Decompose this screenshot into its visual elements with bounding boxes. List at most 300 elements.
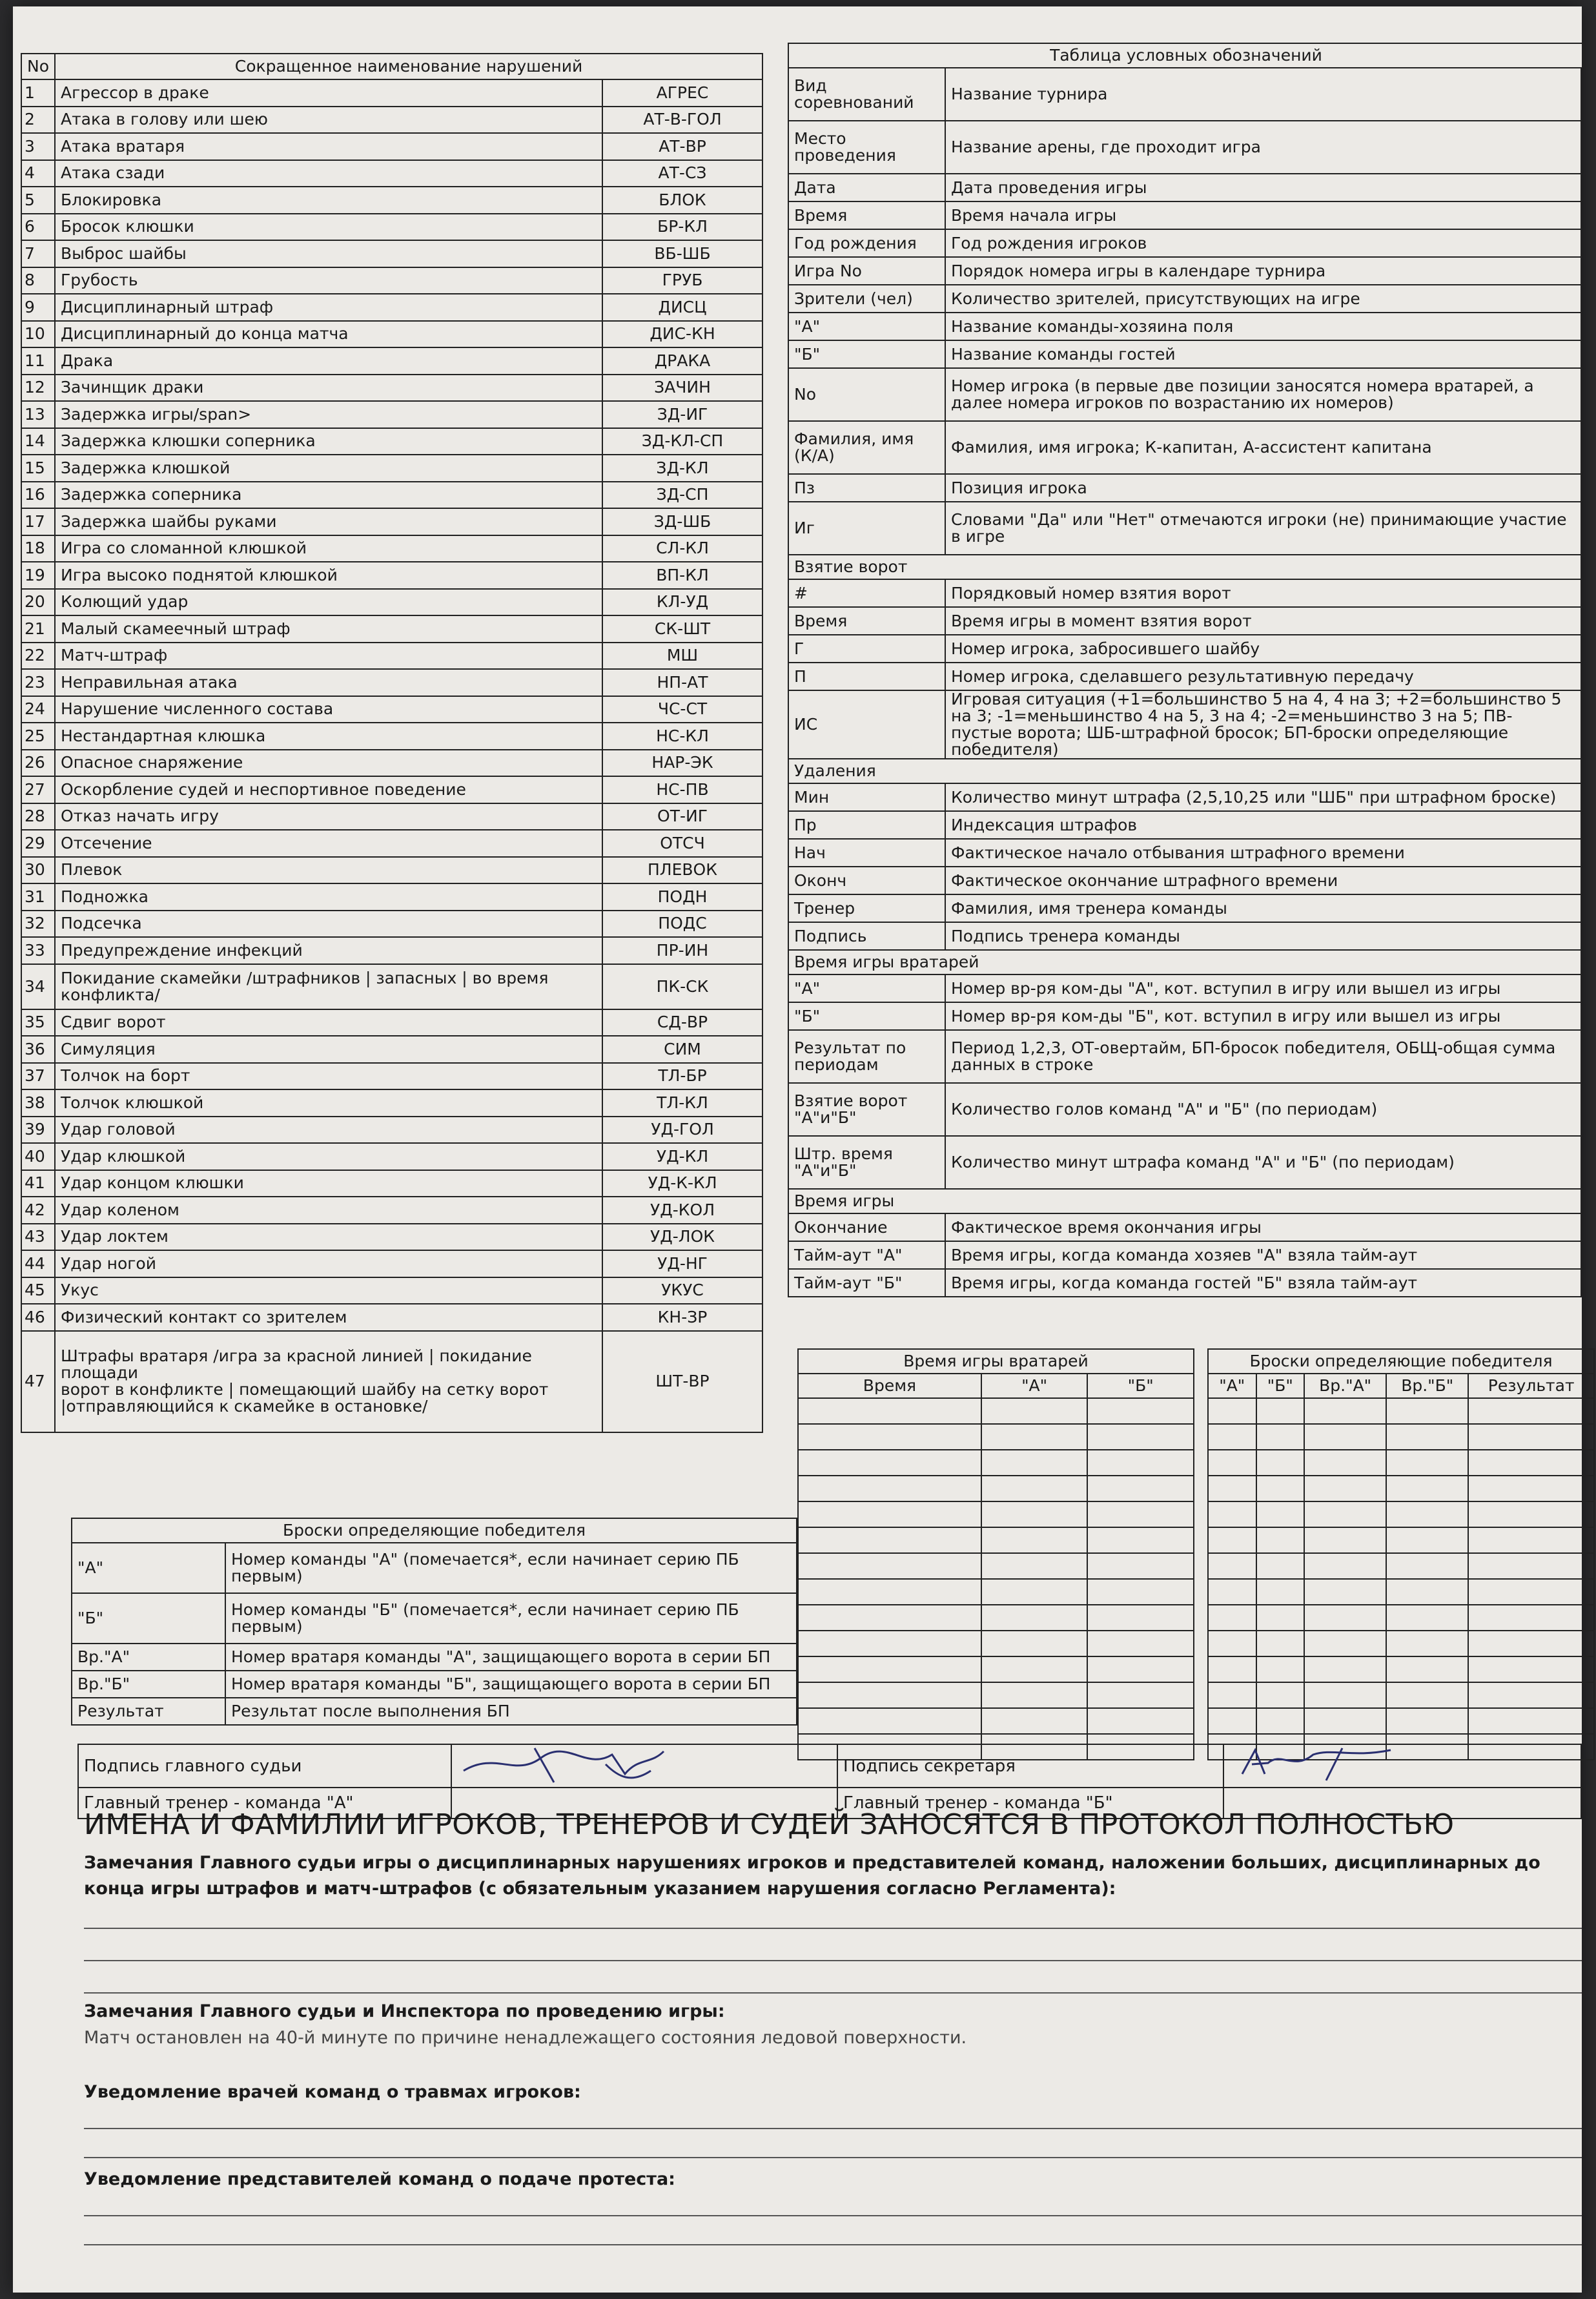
legend-value: Подпись тренера команды [945, 922, 1581, 950]
violation-number: 6 [21, 214, 55, 241]
violation-number: 8 [21, 267, 55, 294]
violation-row [21, 562, 762, 589]
violation-code: ОТСЧ [602, 830, 762, 857]
shootout-legend-row [72, 1698, 797, 1725]
grid-cell[interactable] [1386, 1476, 1468, 1501]
violation-row [21, 1224, 762, 1251]
grid-cell[interactable] [981, 1553, 1087, 1579]
grid-cell[interactable] [981, 1527, 1087, 1553]
grid-cell[interactable] [1468, 1476, 1594, 1501]
grid-cell[interactable] [1208, 1708, 1256, 1734]
legend-key: Время [788, 201, 945, 229]
grid-cell[interactable] [1468, 1631, 1594, 1656]
grid-cell[interactable] [1386, 1631, 1468, 1656]
grid-cell[interactable] [1208, 1682, 1256, 1708]
shootout-legend-value: Результат после выполнения БП [225, 1698, 797, 1725]
violation-row [21, 1277, 762, 1304]
grid-cell[interactable] [1468, 1424, 1594, 1450]
violation-name: Задержка шайбы руками [55, 508, 602, 535]
violation-code: ПК-СК [602, 964, 762, 1009]
violation-name: Удар коленом [55, 1197, 602, 1224]
grid-cell[interactable] [1304, 1631, 1386, 1656]
violation-name: Малый скамеечный штраф [55, 615, 602, 643]
violation-name: Физический контакт со зрителем [55, 1304, 602, 1331]
gk-time-row [798, 1579, 1194, 1605]
legend-key: Взятие ворот "А"и"Б" [788, 1083, 945, 1136]
grid-cell[interactable] [1208, 1501, 1256, 1527]
grid-cell[interactable] [1468, 1553, 1594, 1579]
grid-cell[interactable] [1208, 1450, 1256, 1476]
so-col-b: "Б" [1256, 1374, 1305, 1398]
grid-cell[interactable] [1386, 1553, 1468, 1579]
grid-cell[interactable] [798, 1708, 981, 1734]
legend-row [788, 201, 1581, 229]
shootout-grid [1207, 1348, 1595, 1760]
legend-value: Год рождения игроков [945, 229, 1581, 257]
legend-value: Название арены, где проходит игра [945, 121, 1581, 174]
violation-row [21, 294, 762, 321]
violation-code: ВБ-ШБ [602, 240, 762, 267]
grid-cell[interactable] [798, 1579, 981, 1605]
violation-name: Бросок клюшки [55, 214, 602, 241]
violation-name: Грубость [55, 267, 602, 294]
grid-cell[interactable] [1208, 1476, 1256, 1501]
grid-cell[interactable] [1087, 1682, 1194, 1708]
violation-code: НП-АТ [602, 669, 762, 696]
grid-cell[interactable] [1304, 1398, 1386, 1424]
legend-key: Подпись [788, 922, 945, 950]
violation-row [21, 347, 762, 375]
violations-head-name: Сокращенное наименование нарушений [55, 54, 762, 79]
legend-key: Год рождения [788, 229, 945, 257]
violation-number: 41 [21, 1170, 55, 1197]
secretary-signature-scribble [1229, 1745, 1423, 1784]
violation-row [21, 508, 762, 535]
violation-row [21, 133, 762, 160]
grid-cell[interactable] [1087, 1553, 1194, 1579]
grid-cell[interactable] [1468, 1708, 1594, 1734]
grid-cell[interactable] [1256, 1579, 1305, 1605]
violation-code: ДИС-КН [602, 321, 762, 348]
gk-time-row [798, 1450, 1194, 1476]
legend-row [788, 257, 1581, 285]
legend-section-title: Взятие ворот [788, 555, 1581, 579]
grid-cell[interactable] [1386, 1605, 1468, 1631]
legend-key: Тайм-аут "А" [788, 1241, 945, 1269]
violation-row [21, 643, 762, 670]
violation-row [21, 1250, 762, 1277]
legend-key: Тренер [788, 894, 945, 922]
grid-cell[interactable] [1468, 1579, 1594, 1605]
violation-code: ЗД-ИГ [602, 401, 762, 428]
grid-cell[interactable] [1256, 1631, 1305, 1656]
grid-cell[interactable] [981, 1631, 1087, 1656]
violation-number: 21 [21, 615, 55, 643]
grid-cell[interactable] [1468, 1656, 1594, 1682]
violation-number: 1 [21, 79, 55, 107]
gk-time-row [798, 1398, 1194, 1424]
legend-row [788, 635, 1581, 663]
shootout-row [1208, 1527, 1594, 1553]
violation-code: СЛ-КЛ [602, 535, 762, 562]
legend-value: Время начала игры [945, 201, 1581, 229]
violation-number: 27 [21, 776, 55, 803]
violation-code: ЗД-КЛ [602, 455, 762, 482]
shootout-row [1208, 1631, 1594, 1656]
legend-value: Номер вр-ря ком-ды "Б", кот. вступил в игру или вышел из игры [945, 1002, 1581, 1030]
shootout-row [1208, 1579, 1594, 1605]
gk-col-a: "А" [981, 1374, 1087, 1398]
grid-cell[interactable] [1087, 1579, 1194, 1605]
legend-row [788, 174, 1581, 201]
so-col-a: "А" [1208, 1374, 1256, 1398]
grid-cell[interactable] [1208, 1631, 1256, 1656]
legend-row [788, 68, 1581, 121]
violation-code: КЛ-УД [602, 589, 762, 616]
violation-name-line: ворот в конфликте | помещающий шайбу на сетку ворот [61, 1380, 549, 1399]
legend-key: Фамилия, имя (К/А) [788, 421, 945, 474]
grid-cell[interactable] [1208, 1553, 1256, 1579]
violation-code: ГРУБ [602, 267, 762, 294]
gk-time-row [798, 1682, 1194, 1708]
violation-row [21, 803, 762, 830]
violation-row [21, 1063, 762, 1090]
legend-key: Пр [788, 811, 945, 839]
violation-row [21, 482, 762, 509]
legend-key: "А" [788, 313, 945, 340]
grid-cell[interactable] [1304, 1501, 1386, 1527]
legend-value: Номер вр-ря ком-ды "А", кот. вступил в игру или вышел из игры [945, 974, 1581, 1002]
grid-cell[interactable] [1386, 1424, 1468, 1450]
violation-name: Задержка игры/span> [55, 401, 602, 428]
violation-number: 9 [21, 294, 55, 321]
violation-code: МШ [602, 643, 762, 670]
legend-value: Словами "Да" или "Нет" отмечаются игроки (не) принимающие участие в игре [945, 502, 1581, 555]
legend-value: Игровая ситуация (+1=большинство 5 на 4, 4 на 3; +2=большинство 5 на 3; -1=меньшинство 4 на 5, 3 на 4; -2=меньшинство 3 на 5; ПВ- пустые ворота; ШБ-штрафной бросок; БП-броски определяющие победителя) [945, 690, 1581, 759]
grid-cell[interactable] [981, 1579, 1087, 1605]
grid-cell[interactable] [1256, 1424, 1305, 1450]
legend-value: Фамилия, имя игрока; К-капитан, А-ассистент капитана [945, 421, 1581, 474]
shootout-row [1208, 1553, 1594, 1579]
violation-name: Симуляция [55, 1036, 602, 1063]
legend-key: No [788, 368, 945, 421]
grid-cell[interactable] [1087, 1450, 1194, 1476]
grid-cell[interactable] [1386, 1450, 1468, 1476]
grid-cell[interactable] [1256, 1656, 1305, 1682]
legend-value: Порядковый номер взятия ворот [945, 579, 1581, 607]
coach-a-label: Главный тренер - команда "А" [78, 1788, 451, 1819]
grid-cell[interactable] [1304, 1476, 1386, 1501]
violation-name: Укус [55, 1277, 602, 1304]
grid-cell[interactable] [981, 1708, 1087, 1734]
grid-cell[interactable] [798, 1476, 981, 1501]
grid-cell[interactable] [1087, 1631, 1194, 1656]
grid-cell[interactable] [798, 1631, 981, 1656]
legend-key: Мин [788, 783, 945, 811]
grid-cell[interactable] [981, 1501, 1087, 1527]
violation-number: 35 [21, 1009, 55, 1036]
grid-cell[interactable] [798, 1527, 981, 1553]
grid-cell[interactable] [1468, 1527, 1594, 1553]
violation-code: ЗД-СП [602, 482, 762, 509]
grid-cell[interactable] [1208, 1605, 1256, 1631]
violation-code: ОТ-ИГ [602, 803, 762, 830]
legend-value: Период 1,2,3, ОТ-овертайм, БП-бросок победителя, ОБЩ-общая сумма данных в строке [945, 1030, 1581, 1083]
shootout-row [1208, 1682, 1594, 1708]
grid-cell[interactable] [1256, 1450, 1305, 1476]
violation-row [21, 937, 762, 964]
violation-code: НС-КЛ [602, 723, 762, 750]
violation-code: СК-ШТ [602, 615, 762, 643]
grid-cell[interactable] [981, 1450, 1087, 1476]
legend-row [788, 121, 1581, 174]
violation-number: 45 [21, 1277, 55, 1304]
violation-number: 40 [21, 1143, 55, 1170]
grid-cell[interactable] [1468, 1450, 1594, 1476]
violation-number: 11 [21, 347, 55, 375]
grid-cell[interactable] [1386, 1501, 1468, 1527]
grid-cell[interactable] [1087, 1398, 1194, 1424]
legend-key: "Б" [788, 1002, 945, 1030]
grid-cell[interactable] [1256, 1553, 1305, 1579]
coach-b-label: Главный тренер - команда "Б" [837, 1788, 1223, 1819]
violation-row [21, 107, 762, 134]
grid-cell[interactable] [1208, 1398, 1256, 1424]
violation-code: АТ-ВР [602, 133, 762, 160]
grid-cell[interactable] [1304, 1424, 1386, 1450]
violation-name: Агрессор в драке [55, 79, 602, 107]
violation-row [21, 401, 762, 428]
grid-cell[interactable] [798, 1656, 981, 1682]
violation-row [21, 240, 762, 267]
violation-row [21, 911, 762, 938]
violation-row [21, 857, 762, 884]
grid-cell[interactable] [1386, 1708, 1468, 1734]
grid-cell[interactable] [1468, 1501, 1594, 1527]
legend-value: Фамилия, имя тренера команды [945, 894, 1581, 922]
violation-row [21, 428, 762, 455]
violation-name-line: Штрафы вратаря /игра за красной линией | покидание [61, 1346, 532, 1365]
shootout-row [1208, 1476, 1594, 1501]
violation-number: 28 [21, 803, 55, 830]
violation-name: Удар ногой [55, 1250, 602, 1277]
grid-cell[interactable] [1468, 1682, 1594, 1708]
violation-code: ВП-КЛ [602, 562, 762, 589]
gk-time-row [798, 1501, 1194, 1527]
grid-cell[interactable] [1304, 1682, 1386, 1708]
legend-row [788, 1136, 1581, 1189]
violation-row [21, 776, 762, 803]
legend-row [788, 229, 1581, 257]
violation-name-line: площади [61, 1363, 139, 1382]
grid-cell[interactable] [1256, 1398, 1305, 1424]
grid-cell[interactable] [1256, 1605, 1305, 1631]
violation-name: Толчок на борт [55, 1063, 602, 1090]
injury-notice-label: Уведомление врачей команд о травмах игроков: [84, 2082, 581, 2102]
grid-cell[interactable] [1256, 1708, 1305, 1734]
grid-cell[interactable] [1468, 1605, 1594, 1631]
grid-cell[interactable] [1208, 1527, 1256, 1553]
violation-number: 47 [21, 1331, 55, 1432]
shootout-row [1208, 1424, 1594, 1450]
so-col-gka: Вр."А" [1304, 1374, 1386, 1398]
shootout-row [1208, 1398, 1594, 1424]
legend-key: Иг [788, 502, 945, 555]
violation-row [21, 1197, 762, 1224]
grid-cell[interactable] [1304, 1450, 1386, 1476]
violation-row [21, 696, 762, 723]
legend-key: Г [788, 635, 945, 663]
violation-number: 39 [21, 1117, 55, 1144]
legend-value: Количество минут штрафа (2,5,10,25 или "ШБ" при штрафном броске) [945, 783, 1581, 811]
grid-cell[interactable] [1208, 1656, 1256, 1682]
violation-name: Атака вратаря [55, 133, 602, 160]
legend-key: Результат по периодам [788, 1030, 945, 1083]
grid-cell[interactable] [981, 1424, 1087, 1450]
violation-number: 14 [21, 428, 55, 455]
grid-cell[interactable] [1256, 1682, 1305, 1708]
legend-value: Фактическое окончание штрафного времени [945, 867, 1581, 894]
legend-row [788, 1269, 1581, 1297]
gk-time-row [798, 1656, 1194, 1682]
violation-name: Нарушение численного состава [55, 696, 602, 723]
violation-name: Удар концом клюшки [55, 1170, 602, 1197]
violation-number: 46 [21, 1304, 55, 1331]
grid-cell[interactable] [981, 1656, 1087, 1682]
grid-cell[interactable] [798, 1398, 981, 1424]
grid-cell[interactable] [981, 1398, 1087, 1424]
violations-head-no: No [21, 54, 55, 79]
grid-cell[interactable] [1087, 1656, 1194, 1682]
grid-cell[interactable] [1208, 1424, 1256, 1450]
grid-cell[interactable] [1386, 1579, 1468, 1605]
grid-cell[interactable] [1386, 1398, 1468, 1424]
violation-code: УД-ГОЛ [602, 1117, 762, 1144]
secretary-signature [1223, 1744, 1581, 1788]
legend-row [788, 1213, 1581, 1241]
legend-row [788, 313, 1581, 340]
legend-row [788, 1083, 1581, 1136]
grid-cell[interactable] [1304, 1579, 1386, 1605]
violation-number: 24 [21, 696, 55, 723]
grid-cell[interactable] [1468, 1398, 1594, 1424]
shootout-legend-key: Результат [72, 1698, 225, 1725]
violation-row [21, 267, 762, 294]
shootout-row [1208, 1708, 1594, 1734]
grid-cell[interactable] [1256, 1476, 1305, 1501]
grid-cell[interactable] [1087, 1424, 1194, 1450]
shootout-row [1208, 1501, 1594, 1527]
grid-cell[interactable] [981, 1682, 1087, 1708]
grid-cell[interactable] [1256, 1501, 1305, 1527]
protest-line-2 [84, 2244, 1582, 2245]
grid-cell[interactable] [798, 1424, 981, 1450]
grid-cell[interactable] [1304, 1656, 1386, 1682]
shootout-legend-value: Номер команды "Б" (помечается*, если начинает серию ПБ первым) [225, 1593, 797, 1644]
violation-name: Драка [55, 347, 602, 375]
violation-row [21, 79, 762, 107]
violation-code: ТЛ-КЛ [602, 1089, 762, 1117]
grid-cell[interactable] [798, 1501, 981, 1527]
legend-row [788, 607, 1581, 635]
legend-title: Таблица условных обозначений [788, 43, 1584, 67]
violation-row [21, 723, 762, 750]
legend-key: Вид соревнований [788, 68, 945, 121]
violation-name: Зачинщик драки [55, 375, 602, 402]
legend-section-title: Удаления [788, 759, 1581, 783]
chief-referee-signature [451, 1744, 837, 1788]
grid-cell[interactable] [1256, 1527, 1305, 1553]
shootout-row [1208, 1450, 1594, 1476]
grid-cell[interactable] [1087, 1605, 1194, 1631]
violation-number: 32 [21, 911, 55, 938]
violation-row [21, 589, 762, 616]
legend-row [788, 421, 1581, 474]
shootout-legend-row [72, 1644, 797, 1671]
legend-row [788, 811, 1581, 839]
grid-cell[interactable] [798, 1553, 981, 1579]
grid-cell[interactable] [1386, 1682, 1468, 1708]
violation-number: 5 [21, 187, 55, 214]
legend-section-title: Время игры [788, 1189, 1581, 1213]
grid-cell[interactable] [798, 1605, 981, 1631]
grid-cell[interactable] [1304, 1708, 1386, 1734]
grid-cell[interactable] [1087, 1501, 1194, 1527]
grid-cell[interactable] [981, 1605, 1087, 1631]
violation-name: Задержка соперника [55, 482, 602, 509]
violation-name: Нестандартная клюшка [55, 723, 602, 750]
grid-cell[interactable] [798, 1450, 981, 1476]
legend-row [788, 1241, 1581, 1269]
legend-value: Количество голов команд "А" и "Б" (по периодам) [945, 1083, 1581, 1136]
grid-cell[interactable] [1087, 1476, 1194, 1501]
violation-row [21, 535, 762, 562]
grid-cell[interactable] [981, 1476, 1087, 1501]
grid-cell[interactable] [1386, 1527, 1468, 1553]
shootout-legend-key: Вр."А" [72, 1644, 225, 1671]
legend-key: Зрители (чел) [788, 285, 945, 313]
violation-code: СИМ [602, 1036, 762, 1063]
grid-cell[interactable] [1304, 1605, 1386, 1631]
grid-cell[interactable] [1386, 1656, 1468, 1682]
violation-code: СД-ВР [602, 1009, 762, 1036]
legend-key: Окончание [788, 1213, 945, 1241]
violation-row [21, 830, 762, 857]
grid-cell[interactable] [1087, 1708, 1194, 1734]
grid-cell[interactable] [1087, 1527, 1194, 1553]
violation-code: УД-ЛОК [602, 1224, 762, 1251]
violation-row [21, 883, 762, 911]
violation-name: Опасное снаряжение [55, 750, 602, 777]
legend-key: Игра No [788, 257, 945, 285]
violation-code: НС-ПВ [602, 776, 762, 803]
violation-name: Дисциплинарный до конца матча [55, 321, 602, 348]
legend-value: Время игры, когда команда гостей "Б" взяла тайм-аут [945, 1269, 1581, 1297]
grid-cell[interactable] [1208, 1579, 1256, 1605]
grid-cell[interactable] [1304, 1527, 1386, 1553]
violation-row [21, 187, 762, 214]
violation-name: Отказ начать игру [55, 803, 602, 830]
violation-number: 25 [21, 723, 55, 750]
legend-value: Фактическое время окончания игры [945, 1213, 1581, 1241]
grid-cell[interactable] [798, 1682, 981, 1708]
violation-row [21, 1009, 762, 1036]
legend-row [788, 950, 1581, 974]
grid-cell[interactable] [1304, 1553, 1386, 1579]
violation-name: Задержка клюшкой [55, 455, 602, 482]
violation-name: Удар клюшкой [55, 1143, 602, 1170]
remarks-line-3 [84, 1992, 1582, 1994]
